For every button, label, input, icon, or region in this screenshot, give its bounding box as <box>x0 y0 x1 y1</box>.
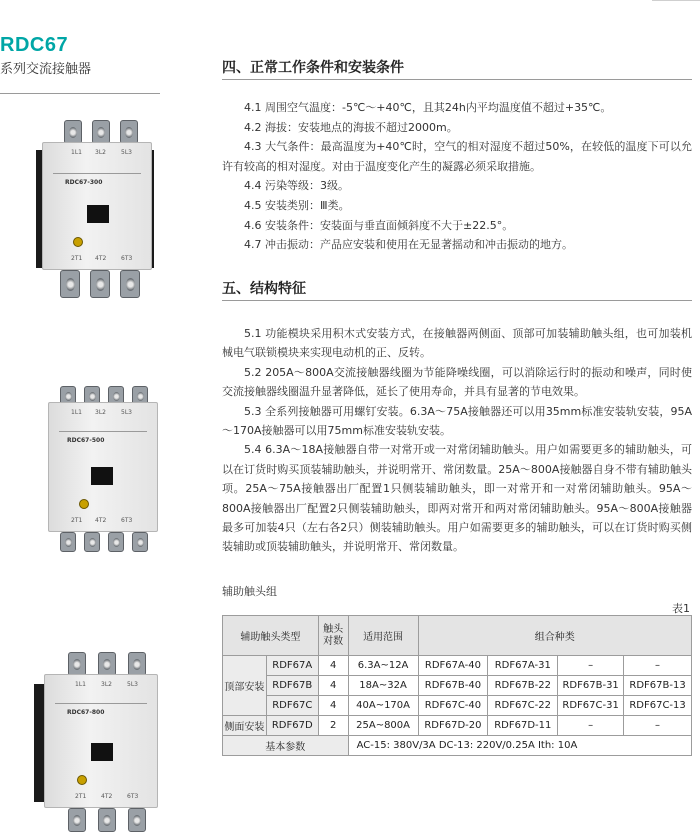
terminal-label: 1L1 <box>75 681 86 688</box>
section5-rule <box>222 300 692 301</box>
section5-item: 5.4 6.3A～18A接触器自带一对常开或一对常闭辅助触头。用户如需要更多的辅助触头，可以在订货时购买顶装辅助触头，并说明常开、常闭数量。25A～800A接触器自身不带有辅助触头项。25A～75A接触器出厂配置1只侧装辅助触头，即一对常开和一对常闭辅助触头。95A～800A接触器出厂配置2只侧装辅助触头，即两对常开和两对常闭辅助触头。95A～800A接触器最多可加装4只（左右各2只）侧装辅助触头。用户如需要更多的辅助触头，可以在订货时购买侧装辅助或顶装辅助触头，并说明常开、常闭数量。 <box>222 443 692 554</box>
section4-rule <box>222 79 692 80</box>
terminal-label: 3L2 <box>95 409 106 416</box>
model-tag: RDC67-300 <box>65 179 103 186</box>
range-cell: 25A~800A <box>348 716 418 736</box>
header-count <box>318 616 348 656</box>
section4-item: 4.5 安装类别：Ⅲ类。 <box>244 198 350 212</box>
combo-cell: RDF67C-40 <box>418 696 488 716</box>
combo-cell: RDF67C-31 <box>558 696 624 716</box>
combo-cell: RDF67C-13 <box>624 696 692 716</box>
header-rule <box>0 93 160 94</box>
table-row <box>223 676 692 696</box>
terminal-label: 2T1 <box>75 793 87 800</box>
contactor-image-1 <box>24 112 164 302</box>
section4-item: 4.2 海拔：安装地点的海拔不超过2000m。 <box>244 120 458 134</box>
section4-item: 4.4 污染等级：3级。 <box>244 179 349 193</box>
contactor-image-3 <box>30 648 160 834</box>
header-combo: 组合种类 <box>418 616 691 656</box>
terminal-label: 5L3 <box>127 681 138 688</box>
model-cell: RDF67D <box>266 716 318 736</box>
range-cell: 40A~170A <box>348 696 418 716</box>
table-row <box>223 736 692 756</box>
product-series-title: RDC67 <box>0 34 69 56</box>
terminal-label: 6T3 <box>127 793 139 800</box>
combo-cell: – <box>558 656 624 676</box>
combo-cell: – <box>624 656 692 676</box>
count-cell: 4 <box>318 696 348 716</box>
combo-cell: – <box>624 716 692 736</box>
section5-item: 5.1 功能模块采用积木式安装方式，在接触器两侧面、顶部可加装辅助触头组，也可加装机械电气联锁模块来实现电动机的正、反转。 <box>222 327 692 360</box>
basic-params-value: AC-15: 380V/3A DC-13: 220V/0.25A Ith: 10A <box>348 736 691 756</box>
group-side: 侧面安装 <box>223 716 267 736</box>
terminal-label: 1L1 <box>71 149 82 156</box>
table-row <box>223 656 692 676</box>
table-row <box>223 696 692 716</box>
aux-contact-table <box>222 615 692 756</box>
top-divider <box>652 0 700 1</box>
count-cell: 4 <box>318 656 348 676</box>
model-tag: RDC67-500 <box>67 437 105 444</box>
section4-body <box>222 98 692 255</box>
terminal-label: 2T1 <box>71 255 83 262</box>
model-cell: RDF67B <box>266 676 318 696</box>
table-number: 表1 <box>672 602 690 615</box>
header-count-line1: 触头 <box>323 623 344 635</box>
combo-cell: RDF67D-11 <box>488 716 558 736</box>
section5-item: 5.3 全系列接触器可用螺钉安装。6.3A～75A接触器还可以用35mm标准安装轨安装，95A～170A接触器可以用75mm标准安装轨安装。 <box>222 404 692 438</box>
contactor-image-2 <box>40 382 160 554</box>
terminal-label: 1L1 <box>71 409 82 416</box>
terminal-label: 2T1 <box>71 517 83 524</box>
terminal-label: 3L2 <box>95 149 106 156</box>
combo-cell: RDF67A-40 <box>418 656 488 676</box>
group-top: 顶部安装 <box>223 656 267 716</box>
combo-cell: RDF67D-20 <box>418 716 488 736</box>
terminal-label: 4T2 <box>101 793 113 800</box>
combo-cell: RDF67B-22 <box>488 676 558 696</box>
terminal-label: 6T3 <box>121 255 133 262</box>
section4-title: 四、正常工作条件和安装条件 <box>222 60 404 76</box>
terminal-label: 4T2 <box>95 255 107 262</box>
range-cell: 6.3A~12A <box>348 656 418 676</box>
terminal-label: 5L3 <box>121 149 132 156</box>
combo-cell: RDF67B-31 <box>558 676 624 696</box>
terminal-label: 5L3 <box>121 409 132 416</box>
terminal-label: 6T3 <box>121 517 133 524</box>
terminal-label: 3L2 <box>101 681 112 688</box>
range-cell: 18A~32A <box>348 676 418 696</box>
combo-cell: RDF67C-22 <box>488 696 558 716</box>
count-cell: 4 <box>318 676 348 696</box>
header-type: 辅助触头类型 <box>223 616 319 656</box>
combo-cell: RDF67B-40 <box>418 676 488 696</box>
combo-cell: – <box>558 716 624 736</box>
model-tag: RDC67-800 <box>67 709 105 716</box>
section4-item: 4.7 冲击振动：产品应安装和使用在无显著摇动和冲击振动的地方。 <box>244 238 573 252</box>
count-cell: 2 <box>318 716 348 736</box>
section5-item: 5.2 205A～800A交流接触器线圈为节能降噪线圈，可以消除运行时的振动和噪声，同时使交流接触器线圈温升显著降低，延长了使用寿命，并具有显著的节电效果。 <box>222 365 692 399</box>
section4-item: 4.1 周围空气温度：-5℃～+40℃，且其24h内平均温度值不超过+35℃。 <box>244 101 612 114</box>
header-count-line2: 对数 <box>323 635 344 647</box>
section5-title: 五、结构特征 <box>222 281 306 297</box>
combo-cell: RDF67B-13 <box>624 676 692 696</box>
table-row <box>223 716 692 736</box>
product-series-subtitle: 系列交流接触器 <box>0 62 92 77</box>
section4-item: 4.3 大气条件：最高温度为+40℃时，空气的相对湿度不超过50%，在较低的温度下可以允许有较高的相对湿度。对由于温度变化产生的凝露必须采取措施。 <box>222 140 692 173</box>
section4-item: 4.6 安装条件：安装面与垂直面倾斜度不大于±22.5°。 <box>244 218 514 232</box>
combo-cell: RDF67A-31 <box>488 656 558 676</box>
basic-params-label: 基本参数 <box>223 736 349 756</box>
terminal-label: 4T2 <box>95 517 107 524</box>
model-cell: RDF67C <box>266 696 318 716</box>
header-range: 适用范围 <box>348 616 418 656</box>
section5-body <box>222 324 692 557</box>
table-caption: 辅助触头组 <box>222 585 277 598</box>
model-cell: RDF67A <box>266 656 318 676</box>
